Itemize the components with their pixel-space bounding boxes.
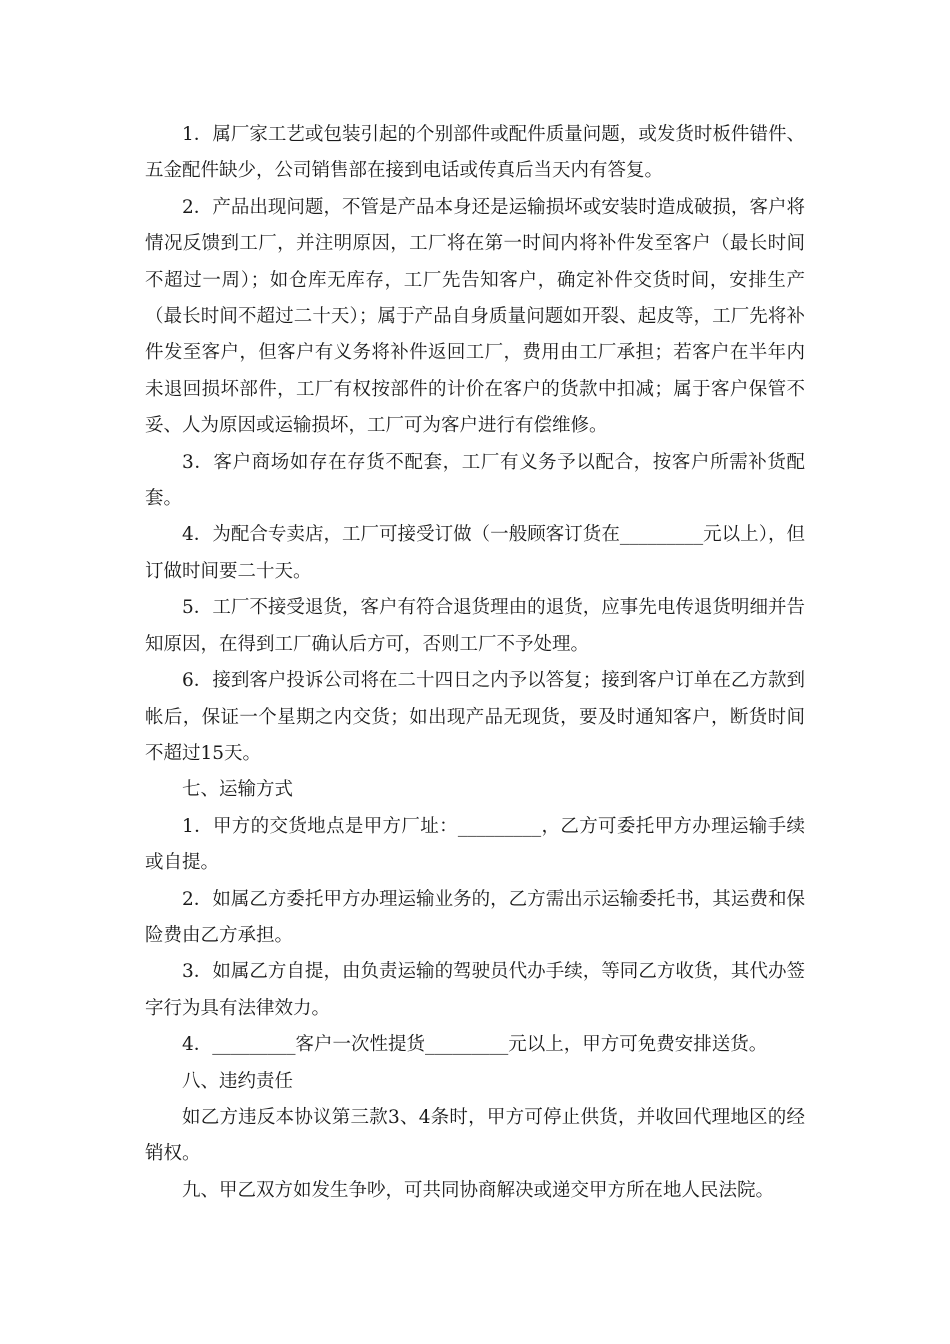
document-body <box>145 117 805 1209</box>
section-7-clause-2: 2．如属乙方委托甲方办理运输业务的，乙方需出示运输委托书，其运费和保险费由乙方承担。 <box>145 888 805 946</box>
clause-5-paragraph: 5．工厂不接受退货，客户有符合退货理由的退货，应事先电传退货明细并告知原因，在得到工厂确认后方可，否则工厂不予处理。 <box>145 597 805 655</box>
section-7-heading: 七、运输方式 <box>182 779 294 801</box>
clause-4-paragraph: 4．为配合专卖店，工厂可接受订做（一般顾客订货在_________元以上），但订做时间要二十天。 <box>145 524 805 582</box>
section-8-body: 如乙方违反本协议第三款3、4条时，甲方可停止供货，并收回代理地区的经销权。 <box>145 1106 805 1165</box>
section-9-paragraph: 九、甲乙双方如发生争吵，可共同协商解决或递交甲方所在地人民法院。 <box>182 1179 775 1201</box>
clause-1-paragraph: 1．属厂家工艺或包装引起的个别部件或配件质量问题，或发货时板件错件、五金配件缺少，公司销售部在接到电话或传真后当天内有答复。 <box>145 124 805 182</box>
clause-2-paragraph: 2．产品出现问题，不管是产品本身还是运输损坏或安装时造成破损，客户将情况反馈到工厂，并注明原因，工厂将在第一时间内将补件发至客户（最长时间不超过一周）；如仓库无库存，工厂先告知客户，确定补件交货时间，安排生产（最长时间不超过二十天）；属于产品自身质量问题如开裂、起皮等，工厂先将补件发至客户，但客户有义务将补件返回工厂，费用由工厂承担；若客户在半年内未退回损坏部件，工厂有权按部件的计价在客户的货款中扣减；属于客户保管不妥、人为原因或运输损坏，工厂可为客户进行有偿维修。 <box>145 196 805 437</box>
section-7-clause-4: 4．_________客户一次性提货_________元以上，甲方可免费安排送货。 <box>182 1034 768 1056</box>
clause-6-paragraph: 6．接到客户投诉公司将在二十四日之内予以答复；接到客户订单在乙方款到帐后，保证一个星期之内交货；如出现产品无现货，要及时通知客户，断货时间不超过15天。 <box>145 670 805 764</box>
section-7-clause-1: 1．甲方的交货地点是甲方厂址：_________，乙方可委托甲方办理运输手续或自提。 <box>145 815 805 874</box>
section-7-clause-3: 3．如属乙方自提，由负责运输的驾驶员代办手续，等同乙方收货，其代办签字行为具有法律效力。 <box>145 961 805 1019</box>
clause-3-paragraph: 3．客户商场如存在存货不配套，工厂有义务予以配合，按客户所需补货配套。 <box>145 451 805 510</box>
section-8-heading: 八、违约责任 <box>182 1070 294 1092</box>
